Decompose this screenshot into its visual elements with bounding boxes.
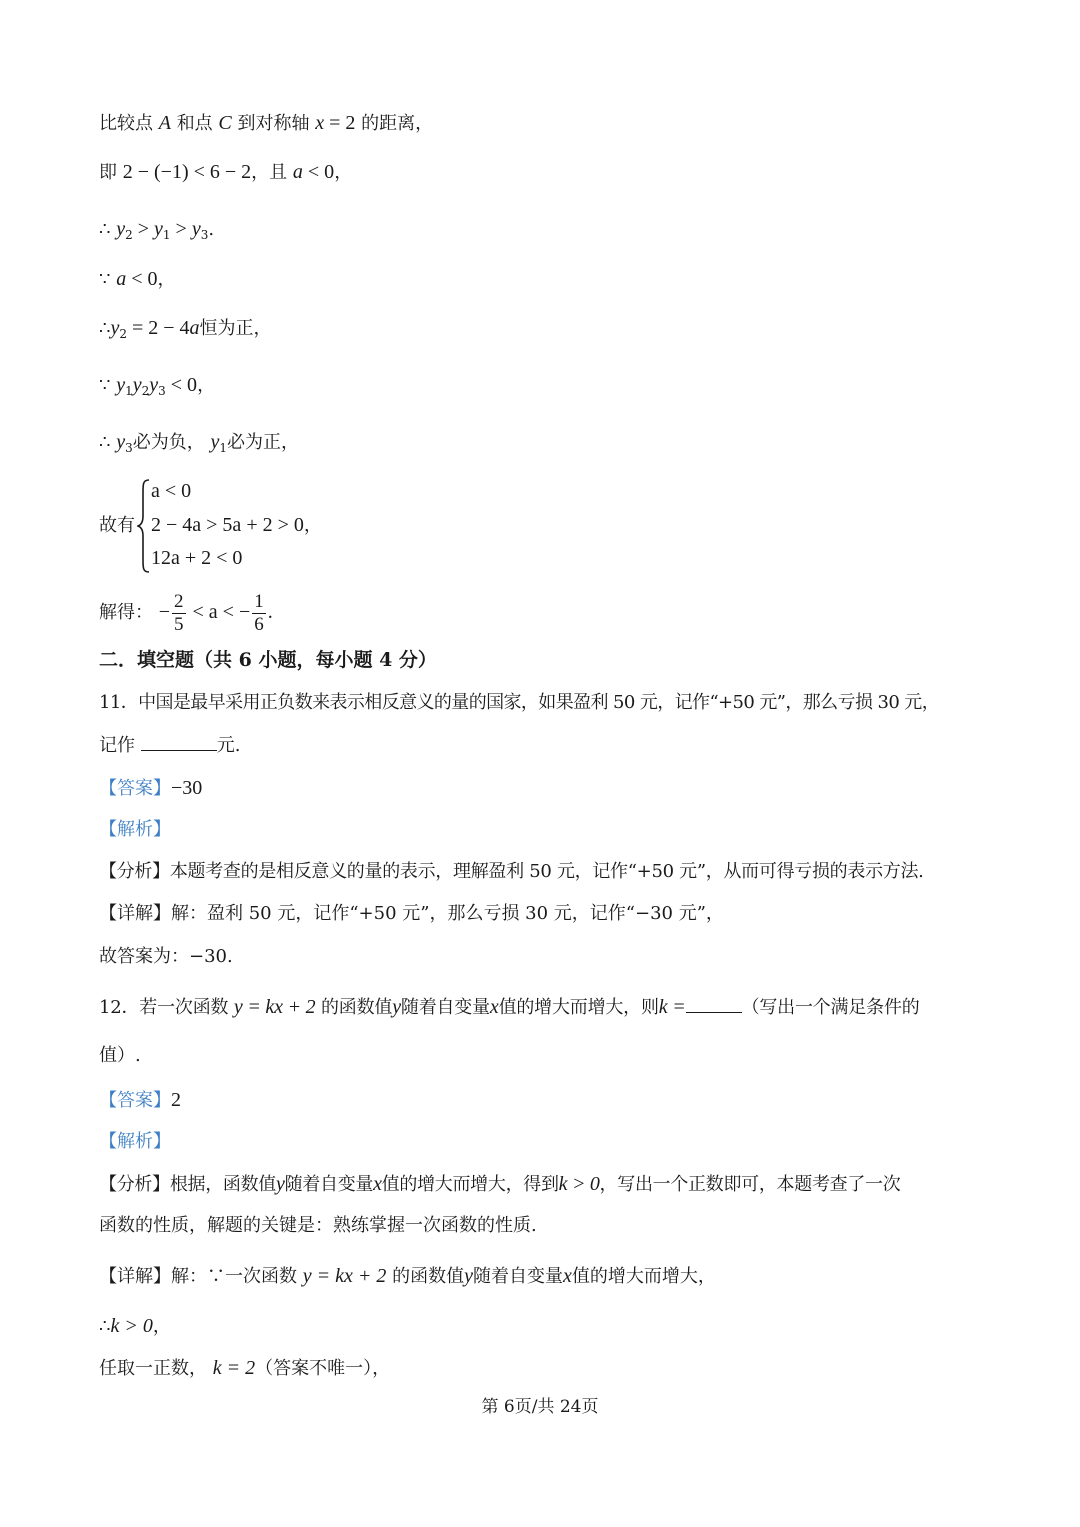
text: 的函数值 (321, 997, 393, 1018)
therefore-symbol: ∴ (99, 1316, 111, 1337)
text: 解：∵一次函数 (171, 1266, 297, 1287)
q11-detail (99, 901, 724, 927)
line-symmetry-compare (99, 110, 433, 137)
math-var: y (116, 374, 126, 396)
line-distance-inequality (99, 159, 352, 186)
math-var: x (373, 1173, 382, 1195)
answer-value: 2 (171, 1089, 181, 1111)
q12-therefore (99, 1313, 171, 1340)
text: 12．若一次函数 (99, 997, 229, 1018)
q11-analysis (99, 859, 924, 885)
q12-answer (99, 1087, 181, 1114)
therefore-symbol: ∴ (99, 219, 111, 240)
text: 的函数值 (392, 1266, 465, 1287)
math-var: a (116, 268, 127, 290)
text: 随着自变量 (400, 997, 490, 1018)
math-var: x (315, 112, 325, 134)
fraction-two-fifths (172, 591, 186, 636)
line-a-negative (99, 266, 175, 293)
q12-jiexi-tag: 【解析】 (99, 1131, 171, 1152)
math-var: y (154, 218, 163, 240)
text: . (208, 219, 215, 240)
system-label: 故有 (99, 515, 135, 536)
therefore-symbol: ∴ (99, 318, 111, 339)
text: 随着自变量 (472, 1266, 563, 1287)
system-row-2 (151, 512, 322, 538)
page-number: 第 6页/共 24页 (481, 1397, 599, 1417)
math-expr: k = 2 (212, 1357, 256, 1379)
math-expr: < a < − (187, 601, 251, 623)
text: ， (197, 375, 216, 396)
text: （答案不唯一）， (255, 1358, 391, 1379)
math-expr: = 2 − 4 (126, 317, 190, 339)
text: . (267, 601, 273, 623)
text: 元. (216, 735, 241, 756)
text: ， (303, 515, 322, 535)
q12-analysis-line2: 函数的性质，解题的关键是：熟练掌握一次函数的性质. (99, 1215, 537, 1236)
subscript: 3 (158, 384, 166, 398)
q11-stem-line1: 11．中国是最早采用正负数来表示相反意义的量的国家，如果盈利 50 元，记作“+50 元”，那么亏损 30 元， (99, 692, 940, 713)
math-var: a (189, 317, 200, 339)
text: 必为正， (226, 432, 299, 453)
math-var: y (132, 374, 142, 396)
subscript: 1 (162, 228, 171, 242)
subscript: 1 (125, 384, 133, 398)
math-expr: < 0 (126, 268, 158, 290)
math-var: y (210, 431, 220, 453)
math-expr: < 0 (302, 161, 335, 183)
q12-analysis-line1 (99, 1171, 900, 1198)
math-var: y (116, 218, 126, 240)
math-var: y (110, 317, 120, 339)
math-var: y (276, 1173, 285, 1195)
subscript: 1 (219, 441, 227, 455)
math-op: > (132, 218, 154, 240)
subscript: 2 (125, 228, 133, 242)
math-expr: k > 0 (110, 1315, 153, 1337)
analysis-tag: 【分析】 (99, 861, 170, 882)
detail-tag: 【详解】 (99, 1266, 171, 1287)
fraction-one-sixth (252, 591, 266, 636)
system-row-3: 12a + 2 < 0 (151, 547, 243, 569)
left-brace-icon (137, 478, 151, 574)
numerator: 2 (174, 590, 184, 612)
because-symbol: ∵ (99, 269, 111, 290)
text: 记作 (99, 735, 141, 756)
text: 到对称轴 (237, 113, 310, 134)
line-solution-range (99, 584, 273, 641)
answer-tag: 【答案】 (99, 778, 171, 799)
numerator: 1 (254, 590, 264, 612)
subscript: 2 (141, 384, 150, 398)
math-var: y (191, 218, 201, 240)
math-var: x (562, 1265, 572, 1287)
math-expr: 2 − (−1) < 6 − 2 (122, 161, 252, 183)
answer-blank (141, 732, 217, 751)
line-sign-conclusion (99, 429, 299, 461)
answer-value: −30 (171, 777, 203, 799)
math-expr: y = kx + 2 (233, 996, 316, 1018)
q11-final: 故答案为：−30. (99, 946, 233, 967)
math-var: y (464, 1265, 473, 1287)
math-var: y (392, 996, 401, 1018)
detail-text: 解：盈利 50 元，记作“+50 元”，那么亏损 30 元，记作“−30 元”， (171, 903, 724, 924)
denominator: 6 (254, 613, 264, 635)
text: 恒为正， (199, 318, 272, 339)
text: ，且 (251, 162, 288, 183)
therefore-symbol: ∴ (99, 432, 111, 453)
text: 必为负， (132, 432, 205, 453)
line-product-negative (99, 372, 215, 404)
math-var: a (292, 161, 303, 183)
detail-tag: 【详解】 (99, 903, 171, 924)
text: 随着自变量 (284, 1174, 374, 1195)
answer-blank (686, 994, 742, 1013)
line-y-order (99, 216, 214, 248)
q12-stem-line1 (99, 994, 920, 1021)
q11-answer (99, 775, 202, 802)
section-title: 二．填空题（共 6 小题，每小题 4 分） (99, 649, 437, 671)
text: ， (152, 1316, 171, 1337)
math-expr: k > 0 (558, 1173, 600, 1195)
subscript: 3 (125, 441, 133, 455)
q11-jiexi-tag: 【解析】 (99, 819, 171, 840)
text: ， (157, 269, 176, 290)
text: 任取一正数， (99, 1358, 207, 1379)
text: 值的增大而增大，则 (498, 997, 659, 1018)
text: （写出一个满足条件的 (741, 997, 920, 1018)
text: 值的增大而增大，得到 (381, 1174, 559, 1195)
analysis-text: 本题考查的是相反意义的量的表示，理解盈利 50 元，记作“+50 元”，从而可得亏损的表示方法. (169, 861, 924, 882)
math-var: C (218, 112, 232, 134)
text: 值的增大而增大， (571, 1266, 716, 1287)
system-row-1: a < 0 (151, 480, 192, 502)
text: 根据，函数值 (169, 1174, 277, 1195)
math-var: y (149, 374, 159, 396)
q12-pick (99, 1355, 390, 1382)
because-symbol: ∵ (99, 375, 111, 396)
math-op: − (158, 601, 171, 623)
math-op: > (170, 218, 192, 240)
answer-tag: 【答案】 (99, 1090, 171, 1111)
text: 解得： (99, 602, 153, 623)
text: 比较点 (99, 113, 153, 134)
text: 的距离， (361, 113, 434, 134)
q11-stem-line2 (99, 732, 240, 759)
math-var: x (489, 996, 499, 1018)
analysis-tag: 【分析】 (99, 1174, 170, 1195)
subscript: 2 (119, 327, 127, 341)
text: 和点 (176, 113, 213, 134)
text: 即 (99, 162, 117, 183)
math-var: A (158, 112, 171, 134)
denominator: 5 (174, 613, 184, 635)
q12-detail (99, 1263, 716, 1290)
math-expr: = 2 (324, 112, 356, 134)
math-expr: y = kx + 2 (302, 1265, 387, 1287)
line-y2-positive (99, 315, 272, 347)
text: ， (334, 162, 353, 183)
subscript: 3 (200, 228, 209, 242)
math-expr: 2 − 4a > 5a + 2 > 0 (151, 514, 304, 536)
q12-stem-line2: 值）. (99, 1045, 141, 1066)
math-expr: k = (658, 996, 686, 1018)
math-expr: < 0 (165, 374, 198, 396)
text: ，写出一个正数即可，本题考查了一次 (599, 1174, 901, 1195)
math-var: y (116, 431, 126, 453)
